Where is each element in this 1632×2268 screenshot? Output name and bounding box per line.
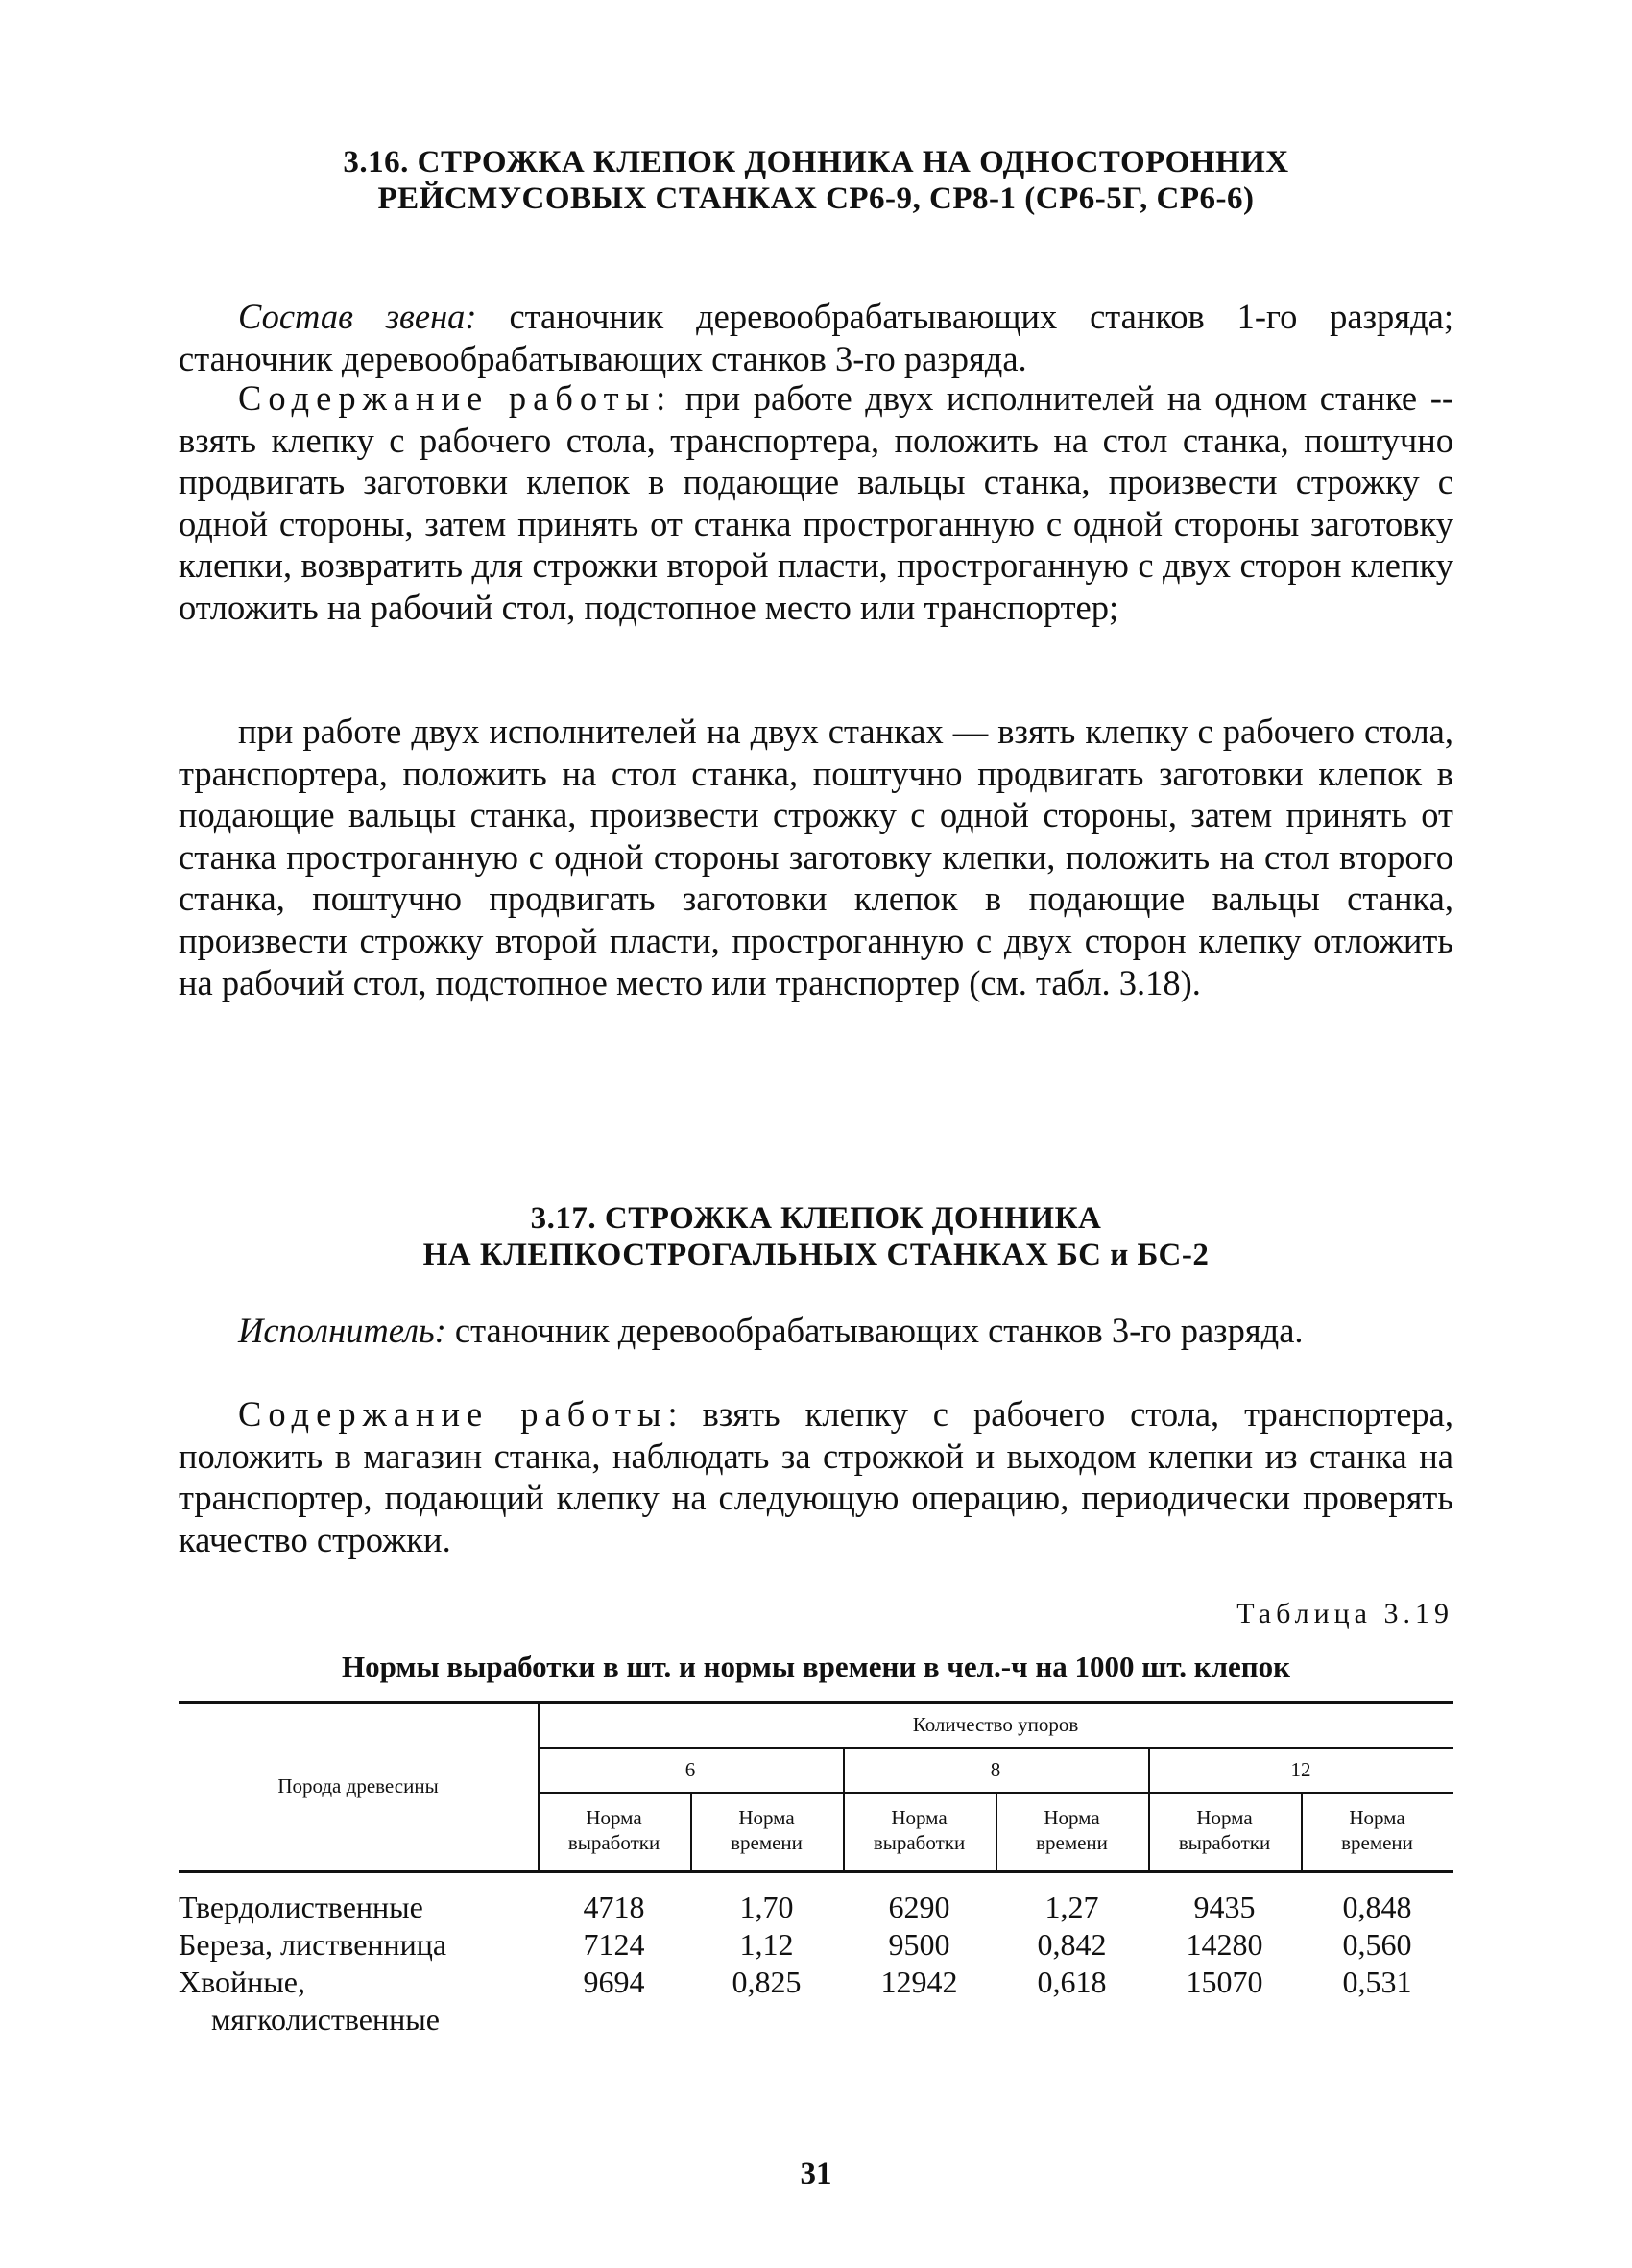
norms-table — [179, 1701, 1453, 2124]
table-cell: 9435 — [1193, 1890, 1256, 1924]
table-row-label: Твердолиственные — [179, 1890, 423, 1924]
table-row-label: Береза, лиственница — [179, 1927, 447, 1962]
table-cell: 0,560 — [1342, 1927, 1412, 1962]
table-cell: 1,12 — [739, 1927, 794, 1962]
header-line: Норма — [1044, 1806, 1100, 1829]
table-label: Таблица 3.19 — [1236, 1598, 1453, 1629]
page-number: 31 — [800, 2157, 832, 2191]
table-cell: 9500 — [888, 1927, 950, 1962]
table-cell: 0,531 — [1342, 1965, 1412, 1999]
content-label: Содержание работы: — [238, 378, 673, 418]
header-output-norm — [538, 1805, 690, 1855]
header-line: выработки — [873, 1831, 966, 1854]
table-cell: 15070 — [1186, 1965, 1263, 1999]
header-line: времени — [1036, 1831, 1108, 1854]
table-cell: 0,825 — [732, 1965, 802, 1999]
worker-paragraph — [179, 1310, 1453, 1352]
content-text: при работе двух исполнителей на одном станке -- взять клепку с рабочего стола, транспортера, положить на стол станка, поштучно продвигать заготовки клепок в подающие вальцы станка, произвести строжку с одной стороны, затем принять от станка прострoганную с одной стороны заготовку клепки, возвратить для строжки второй пласти, простроганную с двух сторон клепку отложить на рабочий стол, подстопное место или транспортер; — [179, 378, 1454, 627]
section-title-line: 3.17. СТРОЖКА КЛЕПОК ДОННИКА — [530, 1201, 1102, 1236]
table-cell: 1,70 — [739, 1890, 794, 1924]
worker-text: станочник деревообрабатывающих станков 3-го разряда. — [454, 1311, 1304, 1350]
crew-paragraph — [179, 296, 1453, 379]
header-time-norm — [1301, 1805, 1453, 1855]
table-top-rule — [179, 1701, 1453, 1704]
table-cell: 6290 — [888, 1890, 950, 1924]
table-cell: 0,848 — [1342, 1890, 1412, 1924]
crew-text: станочник деревообрабатывающих станков 1-го разряда; станочник деревообрабатывающих станков 3-го разряда. — [179, 297, 1454, 378]
content-paragraph-2 — [179, 711, 1453, 1003]
table-cell: 0,618 — [1037, 1965, 1107, 1999]
header-stops-8: 8 — [990, 1758, 1001, 1781]
header-line: Норма — [1196, 1806, 1253, 1829]
section-title-3-17 — [144, 1200, 1488, 1273]
group-header-rule — [538, 1747, 1453, 1749]
header-line: времени — [731, 1831, 803, 1854]
section-title-line: 3.16. СТРОЖКА КЛЕПОК ДОННИКА НА ОДНОСТОРОННИХ — [343, 145, 1289, 180]
content-text-3: : взять клепку с рабочего стола, транспортера, положить в магазин станка, наблюдать за строжкой и выходом клепки из станка на транспортер, подающий клепку на следующую операцию, периодически проверять качество строжки. — [179, 1394, 1454, 1559]
header-line: Норма — [891, 1806, 948, 1829]
table-cell: 4718 — [583, 1890, 645, 1924]
header-line: Норма — [1349, 1806, 1405, 1829]
section-title-line: РЕЙСМУСОВЫХ СТАНКАХ СР6-9, СР8-1 (СР6-5Г, СР6-6) — [377, 181, 1255, 216]
header-output-norm — [843, 1805, 996, 1855]
header-line: времени — [1341, 1831, 1413, 1854]
content-paragraph-3 — [179, 1393, 1453, 1560]
header-line: выработки — [567, 1831, 660, 1854]
table-cell: 14280 — [1186, 1927, 1263, 1962]
header-stops-count: Количество упоров — [912, 1713, 1079, 1736]
table-cell: 12942 — [880, 1965, 958, 1999]
table-row-label-cont: мягколиственные — [211, 2002, 440, 2037]
header-bottom-rule — [179, 1870, 1453, 1873]
header-time-norm — [690, 1805, 843, 1855]
header-time-norm — [996, 1805, 1148, 1855]
table-caption: Нормы выработки в шт. и нормы времени в чел.-ч на 1000 шт. клепок — [341, 1650, 1291, 1683]
worker-label: Исполнитель: — [238, 1311, 446, 1350]
header-line: выработки — [1178, 1831, 1271, 1854]
table-cell: 7124 — [583, 1927, 645, 1962]
header-stops-12: 12 — [1290, 1758, 1311, 1781]
table-cell: 1,27 — [1044, 1890, 1099, 1924]
content-text-2: при работе двух исполнителей на двух станках — взять клепку с рабочего стола, транспортера, положить на стол станка, поштучно продвигать заготовки клепок в подающие вальцы станка, произвести строжку с одной стороны, затем принять от станка простроганную с одной стороны заготовку клепки, положить на стол второго станка, поштучно продвигать заготовки клепок в подающие вальцы станка, произвести строжку второй пласти, простроганную с двух сторон клепку отложить на рабочий стол, подстопное место или транспортер (см. табл. 3.18). — [179, 712, 1453, 1002]
table-cell: 0,842 — [1037, 1927, 1107, 1962]
table-cell: 9694 — [583, 1965, 645, 1999]
content-label-2: Содержание работы — [238, 1394, 668, 1434]
section-title-3-16 — [144, 144, 1488, 217]
section-title-line: НА КЛЕПКОСТРОГАЛЬНЫХ СТАНКАХ БС и БС-2 — [422, 1238, 1210, 1272]
table-row-label: Хвойные, — [179, 1965, 305, 1999]
header-line: Норма — [738, 1806, 795, 1829]
crew-label: Состав звена: — [238, 297, 477, 336]
content-paragraph — [179, 377, 1453, 629]
header-stops-6: 6 — [684, 1758, 696, 1781]
header-output-norm — [1148, 1805, 1301, 1855]
header-line: Норма — [586, 1806, 642, 1829]
header-wood-species: Порода древесины — [277, 1774, 439, 1798]
